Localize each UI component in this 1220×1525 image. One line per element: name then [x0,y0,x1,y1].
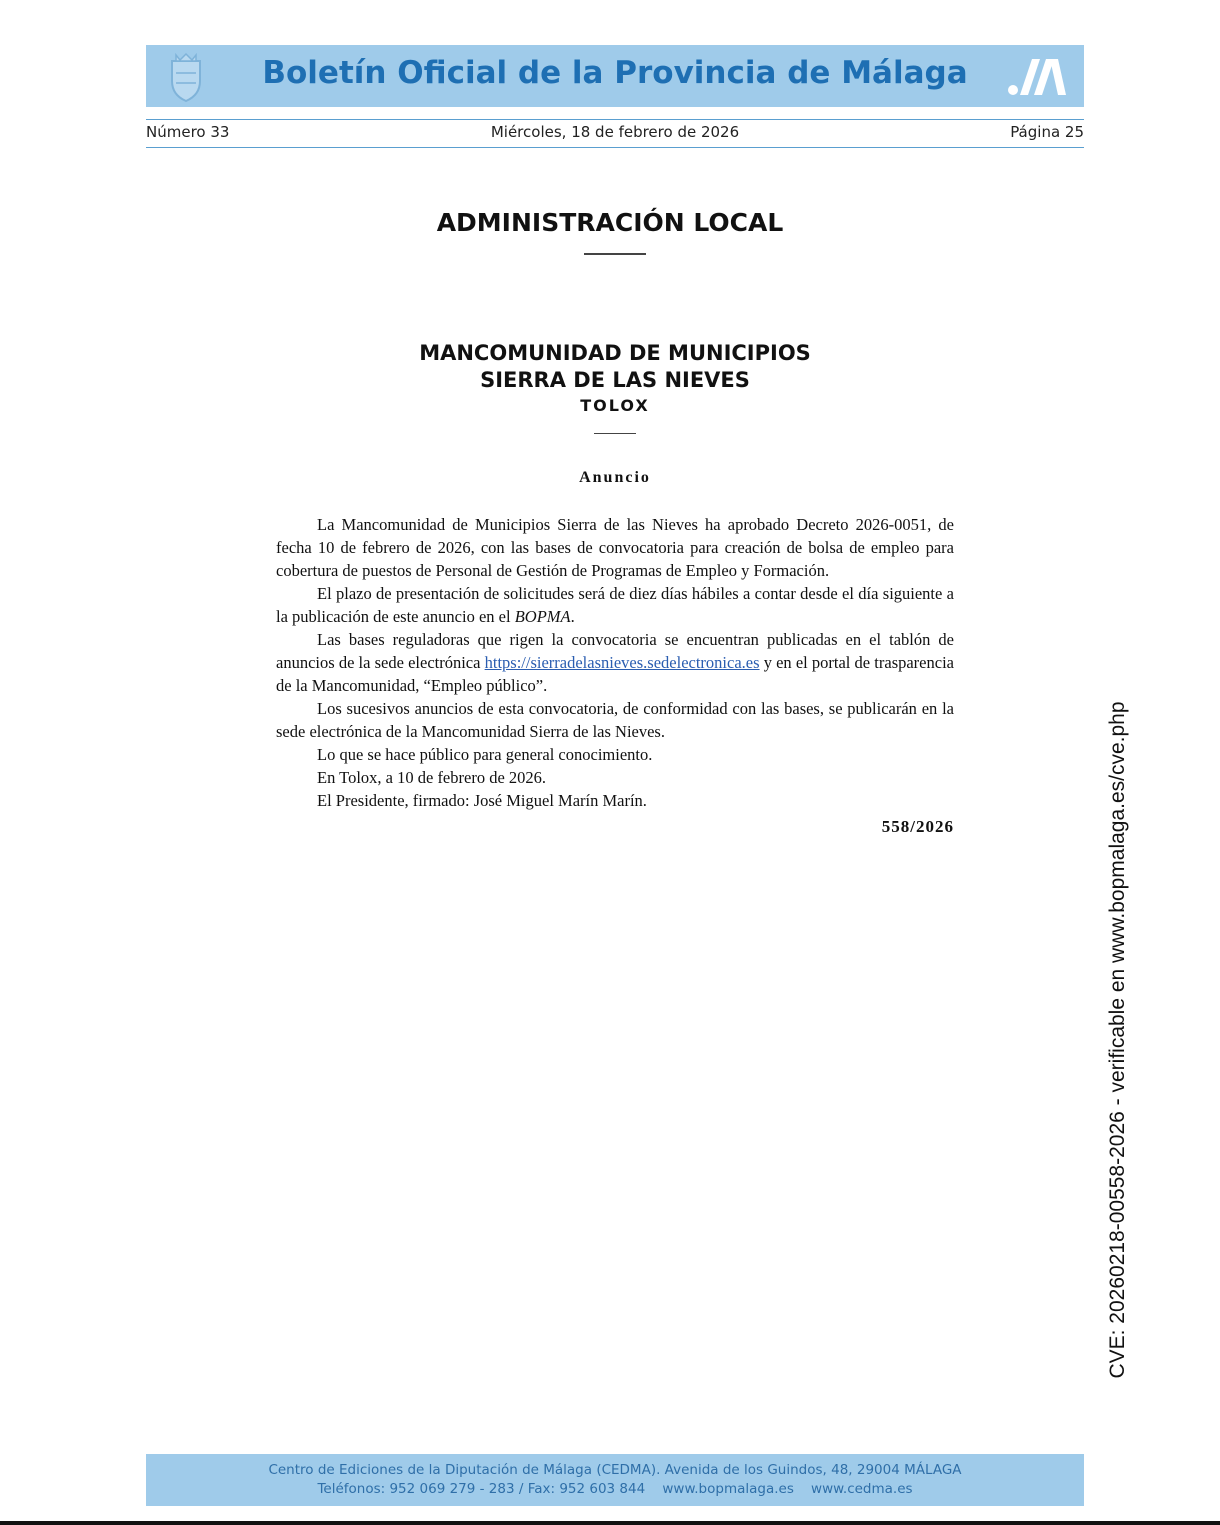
meta-top-rule [146,119,1084,120]
notice-paragraph [276,582,954,628]
notice-paragraph: La Mancomunidad de Municipios Sierra de las Nieves ha aprobado Decreto 2026-0051, de fecha 10 de febrero de 2026, con las bases de convocatoria para creación de bolsa de empleo para cobertura de puestos de Personal de Gestión de Programas de Empleo y Formación. [276,515,954,580]
footer-banner [146,1454,1084,1506]
notice-heading: Anuncio [579,469,651,486]
header-banner [146,45,1084,107]
bulletin-title: Boletín Oficial de la Provincia de Málaga [262,55,968,91]
notice-paragraph [276,628,954,697]
cve-verification: CVE: 20260218-00558-2026 - verificable en www.bopmalaga.es/cve.php [1106,701,1129,1379]
notice-reference: 558/2026 [881,817,954,836]
issue-date: Miércoles, 18 de febrero de 2026 [490,123,740,141]
sede-electronica-link[interactable]: https://sierradelasnieves.sedelectronica.es [484,653,760,672]
entity-name-line1: MANCOMUNIDAD DE MUNICIPIOS [419,341,811,365]
notice-paragraph: Lo que se hace público para general conocimiento. [317,745,653,764]
notice-paragraph: En Tolox, a 10 de febrero de 2026. [317,768,547,787]
section-title: ADMINISTRACIÓN LOCAL [436,208,784,237]
entity-location: TOLOX [580,396,650,415]
issue-number: Número 33 [146,123,230,141]
entity-name-line2: SIERRA DE LAS NIEVES [480,368,750,392]
paragraph-text: Las bases reguladoras que rigen la convocatoria se encuentran publicadas en el tablón de anuncios de la sede electrónica [276,630,954,672]
footer-address: Centro de Ediciones de la Diputación de Málaga (CEDMA). Avenida de los Guindos, 48, 29004 MÁLAGA [268,1462,962,1478]
notice-signature: El Presidente, firmado: José Miguel Marín Marín. [317,791,647,810]
page-number: Página 25 [1010,123,1084,141]
notice-body [276,513,954,812]
bopma-logo-icon [1006,55,1068,99]
notice-paragraph: Los sucesivos anuncios de esta convocatoria, de conformidad con las bases, se publicarán en la sede electrónica de la Mancomunidad Sierra de las Nieves. [276,699,954,741]
entity-divider [594,433,636,434]
paragraph-text: y en el portal de trasparencia de la Mancomunidad, “Empleo público”. [276,653,954,695]
meta-bottom-rule [146,147,1084,148]
paragraph-text: . [570,607,575,626]
footer-contact: Teléfonos: 952 069 279 - 283 / Fax: 952 603 844 www.bopmalaga.es www.cedma.es [317,1481,913,1497]
section-divider [584,253,646,255]
paragraph-text: El plazo de presentación de solicitudes será de diez días hábiles a contar desde el día siguiente a la publicación de este anuncio en el [276,584,954,626]
bopma-emphasis: BOPMA [514,607,571,626]
bottom-edge-bar [0,1521,1220,1525]
